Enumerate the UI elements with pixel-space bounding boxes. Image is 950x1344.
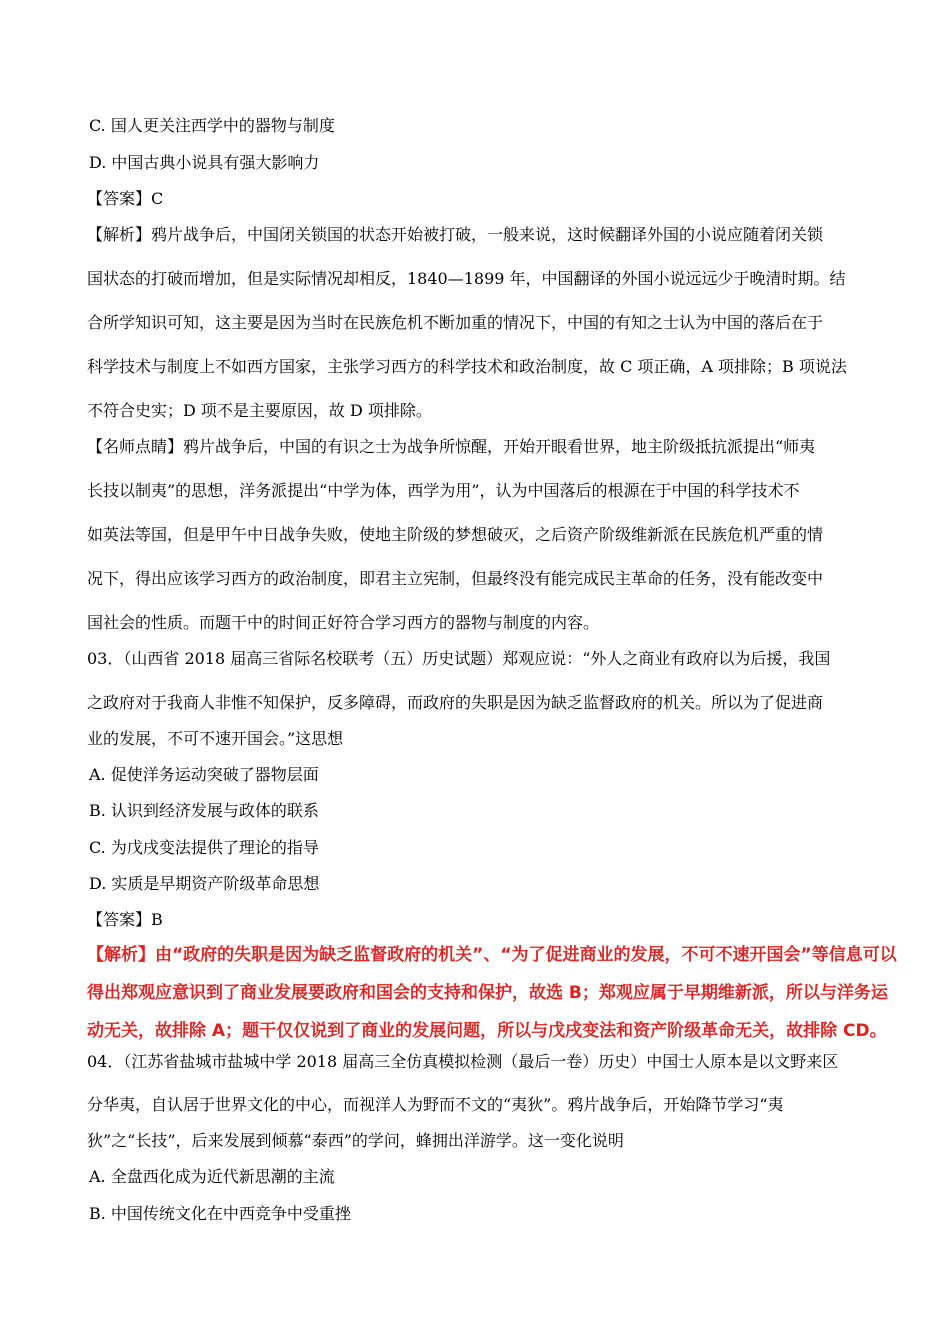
q03-analysis-line: 【解析】由“政府的失职是因为缺乏监督政府的机关”、“为了促进商业的发展，不可不速开国会”等信息可以 (87, 945, 897, 965)
q03-option-d: D. 实质是早期资产阶级革命思想 (89, 874, 320, 893)
q03-analysis-line: 得出郑观应意识到了商业发展要政府和国会的支持和保护，故选 B；郑观应属于早期维新派，所以与洋务运 (87, 983, 888, 1003)
q04-option-b: B. 中国传统文化在中西竞争中受重挫 (89, 1204, 351, 1223)
q03-stem-line: 03．（山西省 2018 届高三省际名校联考（五）历史试题）郑观应说：“外人之商业有政府以为后援，我国 (87, 649, 831, 668)
q03-option-b: B. 认识到经济发展与政体的联系 (89, 801, 319, 820)
q04-stem-line: 04．（江苏省盐城市盐城中学 2018 届高三全仿真模拟检测（最后一卷）历史）中国士人原本是以文野来区 (87, 1052, 839, 1071)
q02-expert-note-line: 长技以制夷”的思想，洋务派提出“中学为体，西学为用”，认为中国落后的根源在于中国的科学技术不 (87, 481, 800, 500)
q04-stem-line: 分华夷，自认居于世界文化的中心，而视洋人为野而不文的“夷狄”。鸦片战争后，开始降节学习“夷 (87, 1095, 784, 1114)
q02-option-c: C. 国人更关注西学中的器物与制度 (89, 116, 335, 135)
q02-analysis-line: 国状态的打破而增加，但是实际情况却相反，1840—1899 年，中国翻译的外国小说远远少于晚清时期。结 (87, 269, 846, 288)
q04-option-a: A. 全盘西化成为近代新思潮的主流 (89, 1167, 335, 1186)
q03-stem-line: 之政府对于我商人非惟不知保护，反多障碍，而政府的失职是因为缺乏监督政府的机关。所以为了促进商 (87, 693, 824, 712)
q02-answer: 【答案】C (87, 189, 164, 208)
q02-option-d: D. 中国古典小说具有强大影响力 (89, 153, 320, 172)
q03-option-c: C. 为戊戌变法提供了理论的指导 (89, 838, 319, 857)
q02-analysis-line: 科学技术与制度上不如西方国家，主张学习西方的科学技术和政治制度，故 C 项正确，A 项排除；B 项说法 (87, 357, 847, 376)
q02-expert-note-line: 国社会的性质。而题干中的时间正好符合学习西方的器物与制度的内容。 (87, 613, 600, 632)
q02-analysis-line: 不符合史实；D 项不是主要原因，故 D 项排除。 (87, 401, 432, 420)
q03-option-a: A. 促使洋务运动突破了器物层面 (89, 765, 319, 784)
q03-stem-line: 业的发展，不可不速开国会。”这思想 (87, 729, 344, 748)
q02-analysis-line: 【解析】鸦片战争后，中国闭关锁国的状态开始被打破，一般来说，这时候翻译外国的小说应随着闭关锁 (87, 225, 824, 244)
q03-analysis-line: 动无关，故排除 A；题干仅仅说到了商业的发展问题，所以与戊戌变法和资产阶级革命无关，故排除 CD。 (87, 1021, 887, 1041)
q02-expert-note-line: 如英法等国，但是甲午中日战争失败，使地主阶级的梦想破灭，之后资产阶级维新派在民族危机严重的情 (87, 525, 824, 544)
q02-expert-note-line: 【名师点睛】鸦片战争后，中国的有识之士为战争所惊醒，开始开眼看世界，地主阶级抵抗派提出“师夷 (87, 437, 816, 456)
q02-expert-note-line: 况下，得出应该学习西方的政治制度，即君主立宪制，但最终没有能完成民主革命的任务，没有能改变中 (87, 569, 824, 588)
q04-stem-line: 狄”之“长技”，后来发展到倾慕“泰西”的学问，蜂拥出洋游学。这一变化说明 (87, 1131, 624, 1150)
q03-answer: 【答案】B (87, 910, 163, 929)
q02-analysis-line: 合所学知识可知，这主要是因为当时在民族危机不断加重的情况下，中国的有知之士认为中国的落后在于 (87, 313, 824, 332)
